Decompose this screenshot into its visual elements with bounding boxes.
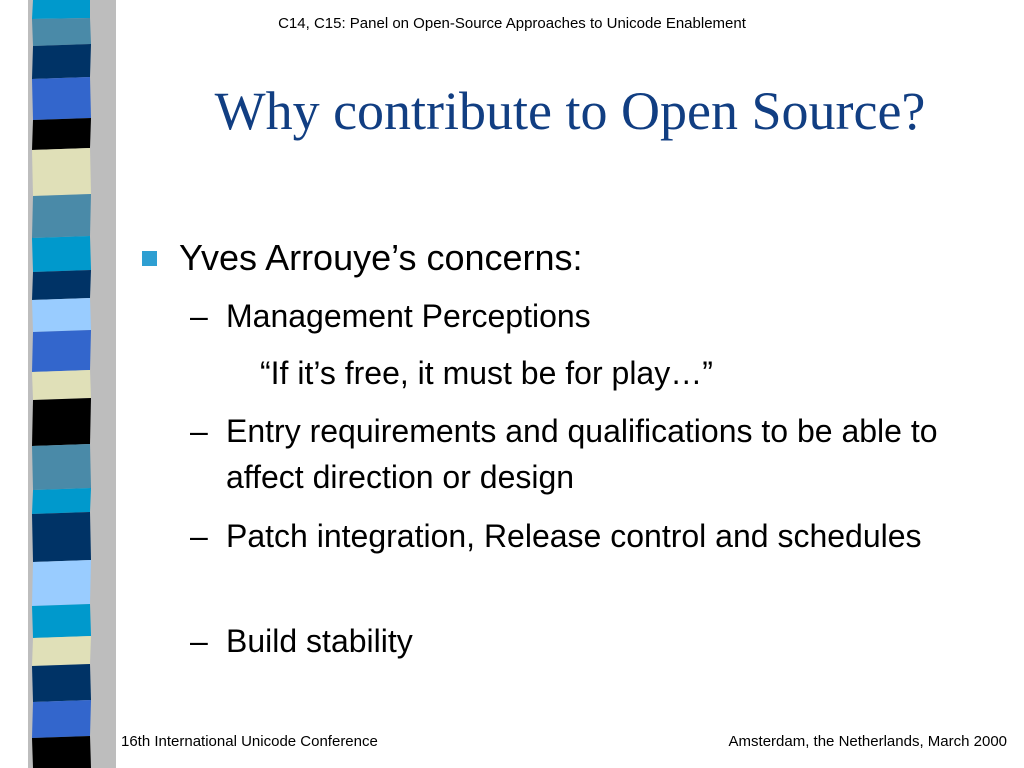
quote-text: “If it’s free, it must be for play…” — [260, 355, 713, 391]
sub-item-text: Build stability — [226, 623, 413, 659]
footer-right: Amsterdam, the Netherlands, March 2000 — [728, 733, 1007, 750]
slide-header: C14, C15: Panel on Open-Source Approaches to Unicode Enablement — [278, 15, 746, 32]
sub-item — [190, 513, 990, 559]
sub-item-text: Patch integration, Release control and schedules — [226, 518, 922, 554]
decorative-strip-graphic — [0, 0, 112, 768]
dash-bullet: – — [190, 623, 208, 659]
main-bullet-text: Yves Arrouye’s concerns: — [179, 237, 583, 278]
footer-left: 16th International Unicode Conference — [121, 733, 378, 750]
sub-item-text: Entry requirements and qualifications to be able to affect direction or design — [226, 413, 938, 495]
sub-item — [190, 618, 990, 664]
dash-bullet: – — [190, 413, 208, 449]
main-bullet-item — [142, 236, 583, 280]
sub-item-text: Management Perceptions — [226, 298, 591, 334]
slide-title: Why contribute to Open Source? — [214, 81, 926, 141]
sub-item — [190, 408, 990, 500]
square-bullet-icon — [142, 251, 157, 266]
sub-item — [190, 293, 990, 339]
dash-bullet: – — [190, 518, 208, 554]
dash-bullet: – — [190, 298, 208, 334]
decorative-strip — [0, 0, 112, 768]
